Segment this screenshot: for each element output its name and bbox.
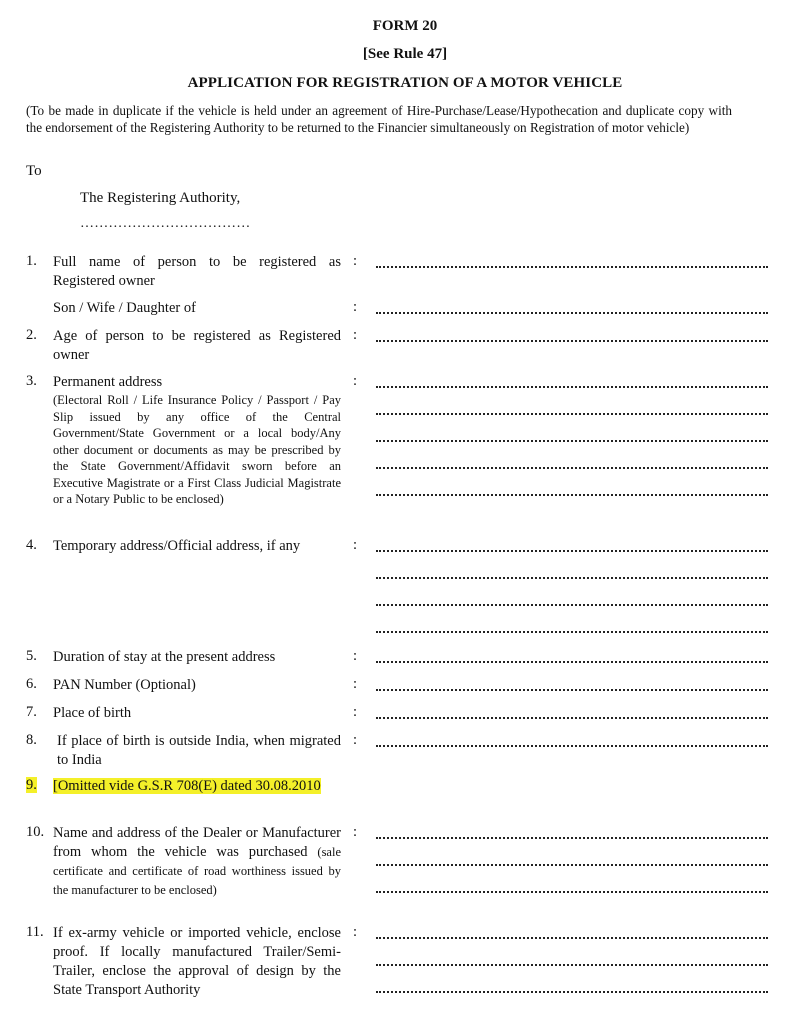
item-9-label-block — [53, 777, 341, 796]
item-10-block — [53, 824, 341, 900]
proof-field-line-2[interactable] — [376, 962, 768, 966]
item-9-number — [26, 777, 37, 794]
instruction-note: (To be made in duplicate if the vehicle is held under an agreement of Hire-Purchase/Lease/Hypothecation and duplicate copy with the endorsement of the Registering Authority to be returned to the Financier simultaneously on Registration of motor vehicle) — [26, 103, 732, 135]
relation-label: Son / Wife / Daughter of — [53, 300, 196, 316]
full-name-field[interactable] — [376, 264, 768, 268]
authority-blank: ……………………………… — [80, 216, 251, 231]
item-1-label: Full name of person to be registered as Registered owner — [53, 254, 341, 289]
colon: : — [353, 327, 358, 343]
item-3-block — [53, 373, 341, 508]
form-number: FORM 20 — [372, 18, 438, 34]
colon: : — [353, 676, 358, 692]
duration-of-stay-field[interactable] — [376, 659, 768, 663]
rule-reference: [See Rule 47] — [362, 46, 448, 62]
item-11-number: 11. — [26, 924, 44, 940]
item-6-label: PAN Number (Optional) — [53, 677, 196, 693]
item-7-number: 7. — [26, 704, 37, 720]
item-10-number: 10. — [26, 824, 45, 840]
item-3-sublabel: (Electoral Roll / Life Insurance Policy / Passport / Pay Slip issued by any office of the Central Government/State Government or a local body/Any other document or documents as may be prescribed by the State Government/Affidavit sworn before an Executive Magistrate or a First Class Judicial Magistrate or a Notary Public to be enclosed) — [53, 393, 341, 506]
item-6-number: 6. — [26, 676, 37, 692]
item-5-number: 5. — [26, 648, 37, 664]
item-3-label: Permanent address — [53, 374, 163, 390]
colon: : — [353, 924, 358, 940]
colon: : — [353, 299, 358, 315]
item-7-label: Place of birth — [53, 705, 132, 721]
temporary-address-line-2[interactable] — [376, 575, 768, 579]
proof-field-line-3[interactable] — [376, 989, 768, 993]
item-10-sublabel: (sale certificate and certificate of road worthiness issued by the manufacturer to be enclosed) — [53, 845, 342, 897]
to-label: To — [26, 163, 42, 179]
item-11-label: If ex-army vehicle or imported vehicle, enclose proof. If locally manufactured Trailer/Semi-Trailer, enclose the approval of design by the State Transport Authority — [53, 925, 341, 998]
dealer-address-line-2[interactable] — [376, 862, 768, 866]
permanent-address-line-2[interactable] — [376, 411, 768, 415]
age-field[interactable] — [376, 338, 768, 342]
item-4-number: 4. — [26, 537, 37, 553]
item-8-number: 8. — [26, 732, 37, 748]
colon: : — [353, 373, 358, 389]
permanent-address-line-5[interactable] — [376, 492, 768, 496]
colon: : — [353, 253, 358, 269]
colon: : — [353, 732, 358, 748]
form-title: APPLICATION FOR REGISTRATION OF A MOTOR VEHICLE — [187, 75, 623, 91]
dealer-address-line-3[interactable] — [376, 889, 768, 893]
relation-field[interactable] — [376, 310, 768, 314]
colon: : — [353, 648, 358, 664]
item-4-label: Temporary address/Official address, if any — [53, 538, 301, 554]
permanent-address-line-4[interactable] — [376, 465, 768, 469]
item-2-number: 2. — [26, 327, 37, 343]
dealer-address-line-1[interactable] — [376, 835, 768, 839]
item-1-number: 1. — [26, 253, 37, 269]
item-9-number-highlight: 9. — [26, 777, 37, 793]
permanent-address-line-1[interactable] — [376, 384, 768, 388]
item-9-omitted-note: [Omitted vide G.S.R 708(E) dated 30.08.2010 — [53, 778, 321, 794]
item-8-label: If place of birth is outside India, when migrated to India — [57, 733, 341, 768]
migration-date-field[interactable] — [376, 743, 768, 747]
colon: : — [353, 824, 358, 840]
registering-authority: The Registering Authority, — [80, 190, 241, 206]
item-2-label: Age of person to be registered as Registered owner — [53, 328, 341, 363]
permanent-address-line-3[interactable] — [376, 438, 768, 442]
proof-field-line-1[interactable] — [376, 935, 768, 939]
place-of-birth-field[interactable] — [376, 715, 768, 719]
item-3-number: 3. — [26, 373, 37, 389]
temporary-address-line-4[interactable] — [376, 629, 768, 633]
item-5-label: Duration of stay at the present address — [53, 649, 276, 665]
colon: : — [353, 537, 358, 553]
colon: : — [353, 704, 358, 720]
temporary-address-line-1[interactable] — [376, 548, 768, 552]
item-10-label: Name and address of the Dealer or Manufacturer from whom the vehicle was purchased — [53, 825, 341, 860]
temporary-address-line-3[interactable] — [376, 602, 768, 606]
pan-number-field[interactable] — [376, 687, 768, 691]
